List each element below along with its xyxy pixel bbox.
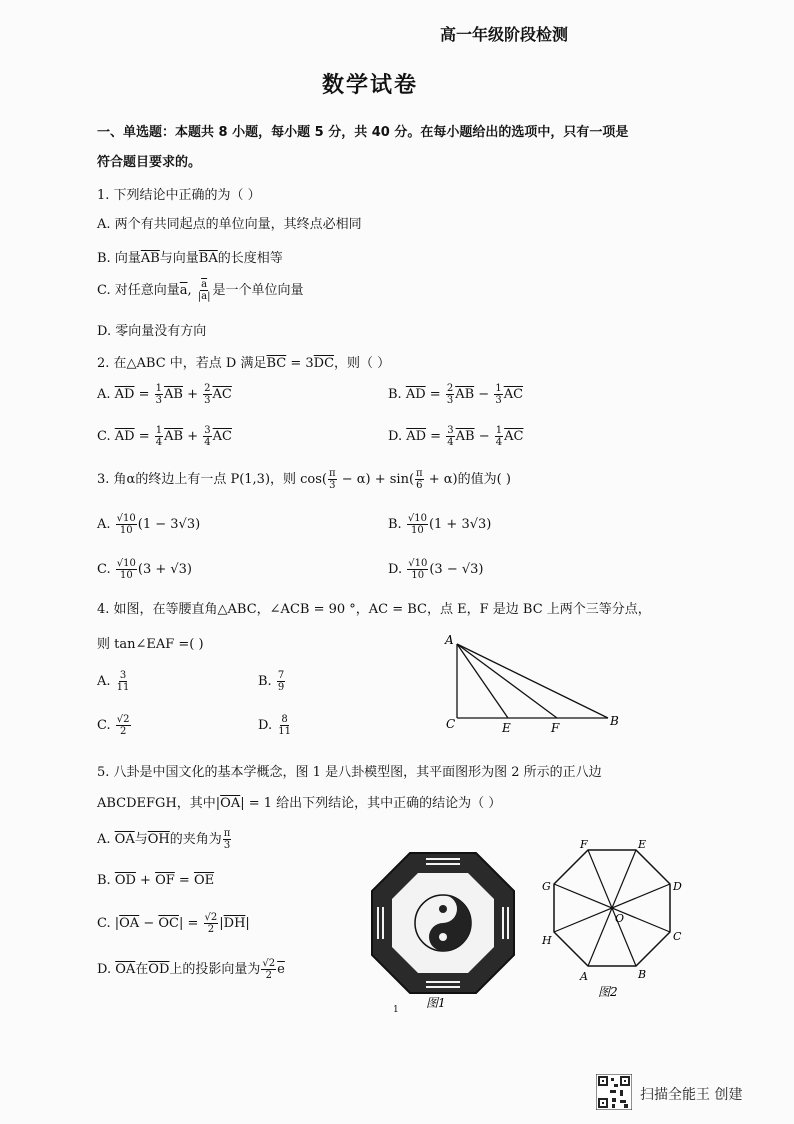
q3-option-b: B. $\frac{√10}{10}$ (1 + 3√3) — [388, 513, 492, 536]
triangle-figure — [440, 630, 630, 740]
vertex-label-b: B — [610, 714, 619, 728]
q4-option-b: B. $\frac{7}{9}$ — [258, 670, 285, 693]
section1-intro-line1: 一、单选题：本题共 8 小题，每小题 5 分，共 40 分。在每小题给出的选项中，只有一项是 — [97, 125, 629, 140]
q1-option-c: C. 对任意向量$\overline{a}$, $\frac{\overline{a}}{|a|}$ 是一个单位向量 — [97, 279, 304, 302]
octagon-label-c: C — [673, 930, 682, 943]
q2-option-a: A. $\overline{AD}$ = $\frac{1}{3}$ $\overline{AB}$ + $\frac{2}{3}$ $\overline{AC}$ — [97, 383, 232, 406]
q3-stem: 3. 角α的终边上有一点 P(1,3)，则 cos( $\frac{\pi}{3}$ − α) + sin( $\frac{\pi}{6}$ + α)的值为( ) — [97, 468, 511, 491]
q1-option-b: B. 向量$\overline{AB}$与向量$\overline{BA}$的长度相等 — [97, 251, 283, 266]
q2-option-c: C. $\overline{AD}$ = $\frac{1}{4}$ $\overline{AB}$ + $\frac{3}{4}$ $\overline{AC}$ — [97, 425, 232, 448]
q2-option-b: B. $\overline{AD}$ = $\frac{2}{3}$ $\overline{AB}$ − $\frac{1}{3}$ $\overline{AC}$ — [388, 383, 524, 406]
q4-stem-line1: 4. 如图，在等腰直角△ABC，∠ACB = 90 °，AC = BC，点 E，F 是边 BC 上两个三等分点， — [97, 602, 651, 617]
figure1-caption: 图1 — [426, 996, 446, 1010]
point-label-f: F — [551, 721, 560, 735]
qr-code-icon — [596, 1074, 632, 1110]
octagon-label-e: E — [638, 838, 647, 851]
show-through-ghost-text — [360, 180, 364, 193]
octagon-label-f: F — [580, 838, 588, 851]
section1-intro-line2: 符合题目要求的。 — [97, 155, 202, 170]
page-number: 1 — [393, 1005, 399, 1015]
q4-option-c: C. $\frac{√2}{2}$ — [97, 714, 130, 737]
q5-stem-line2: ABCDEFGH，其中$|\overline{OA}| = 1$ 给出下列结论，其中正确的结论为（ ） — [97, 796, 502, 811]
figure2-caption: 图2 — [598, 985, 618, 999]
q3-option-a: A. $\frac{√10}{10}$ (1 − 3√3) — [97, 513, 201, 536]
octagon-label-b: B — [638, 968, 647, 981]
q3-option-c: C. $\frac{√10}{10}$ (3 + √3) — [97, 558, 193, 581]
q5-option-d: D. $\overline{OA}$在$\overline{OD}$上的投影向量为 $\frac{√2}{2}$ $\overline{e}$ — [97, 958, 285, 981]
vertex-label-a: A — [445, 633, 454, 647]
q4-option-d: D. $\frac{8}{11}$ — [258, 714, 291, 737]
octagon-label-h: H — [542, 934, 552, 947]
octagon-label-d: D — [673, 880, 682, 893]
bagua-model-figure — [368, 845, 518, 1010]
point-label-e: E — [502, 721, 511, 735]
q2-option-d: D. $\overline{AD}$ = $\frac{3}{4}$ $\overline{AB}$ − $\frac{1}{4}$ $\overline{AC}$ — [388, 425, 524, 448]
q5-option-c: C. $|\overline{OA} - \overline{OC}|$ = $\frac{√2}{2}$ $|\overline{DH}|$ — [97, 912, 250, 935]
scanner-watermark: 扫描全能王 创建 — [640, 1087, 743, 1103]
q5-option-a: A. $\overline{OA}$与$\overline{OH}$的夹角为 $\frac{\pi}{3}$ — [97, 828, 231, 851]
q3-option-d: D. $\frac{√10}{10}$ (3 − √3) — [388, 558, 484, 581]
vertex-label-c: C — [446, 717, 456, 731]
exam-grade-header: 高一年级阶段检测 — [440, 25, 569, 44]
octagon-label-g: G — [542, 880, 551, 893]
exam-title: 数学试卷 — [322, 73, 419, 98]
octagon-label-o: O — [615, 912, 625, 925]
fraction: $\frac{\overline{a}}{|a|}$ — [197, 279, 211, 302]
q1-option-d: D. 零向量没有方向 — [97, 324, 207, 339]
q4-stem-line2: 则 tan∠EAF =( ) — [97, 637, 204, 652]
octagon-figure — [538, 838, 688, 1003]
q5-option-b: B. $\overline{OD} + \overline{OF} = \overline{OE}$ — [97, 873, 215, 888]
q4-option-a: A. $\frac{3}{11}$ — [97, 670, 130, 693]
octagon-label-a: A — [580, 970, 588, 983]
q1-stem: 1. 下列结论中正确的为（ ） — [97, 188, 261, 203]
q1-option-a: A. 两个有共同起点的单位向量，其终点必相同 — [97, 217, 362, 232]
q5-stem-line1: 5. 八卦是中国文化的基本学概念，图 1 是八卦模型图，其平面图形为图 2 所示的正八边 — [97, 765, 602, 780]
q2-stem: 2. 在△ABC 中，若点 D 满足$\overline{BC} = 3\overline{DC}$，则（ ） — [97, 356, 391, 371]
